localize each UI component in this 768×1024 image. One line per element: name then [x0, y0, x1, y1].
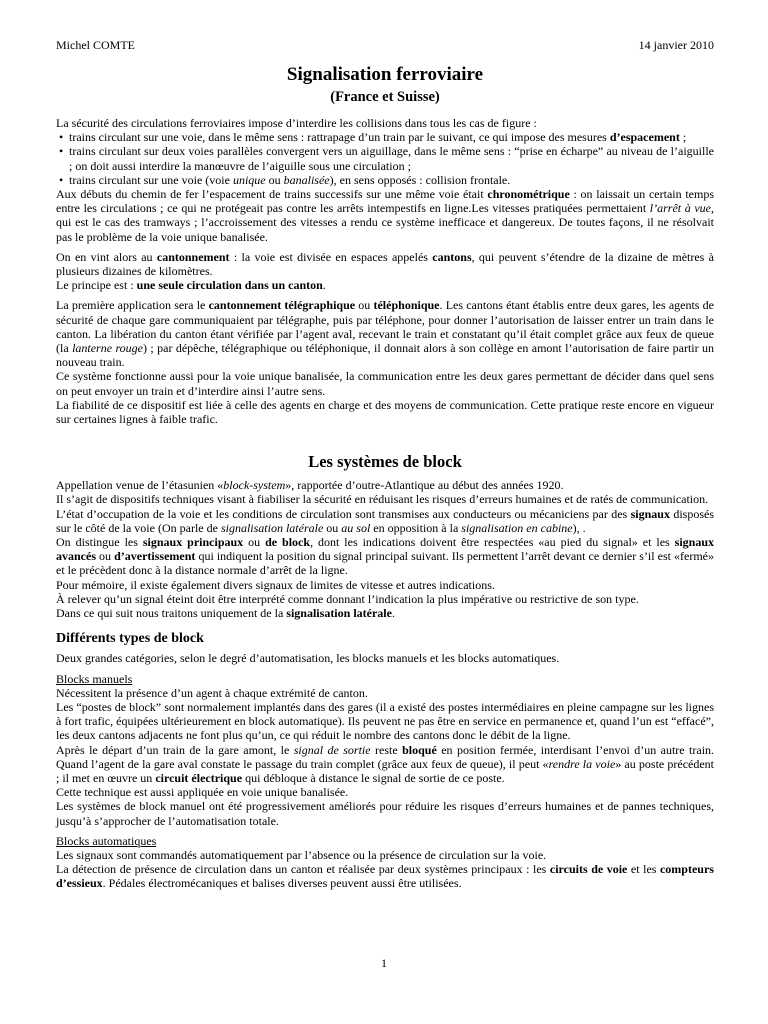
page-number: 1: [381, 956, 387, 970]
paragraph-reliability: La fiabilité de ce dispositif est liée à celle des agents en charge et des moyens de communication. Cette pratique reste encore en vigueur sur certaines lignes à faible trafic.: [56, 397, 714, 427]
document-date: 14 janvier 2010: [638, 38, 714, 52]
document-subtitle: (France et Suisse): [330, 89, 440, 105]
paragraph-unlit-signal: À relever qu’un signal éteint doit être interprété comme donnant l’indication la plus impérative ou restrictive de son type.: [56, 591, 639, 606]
paragraph-principle: Le principe est : une seule circulation dans un canton.: [56, 278, 326, 293]
author-name: Michel COMTE: [56, 38, 135, 52]
paragraph-manual-1: Nécessitent la présence d’un agent à chaque extrémité de canton.: [56, 685, 368, 700]
bullet-icon: •: [59, 130, 64, 145]
heading-manual-blocks: Blocks manuels: [56, 671, 133, 686]
list-item: • trains circulant sur une voie, dans le même sens : rattrapage d’un train par le suivant, ce qui impose des mesures d’espacement ;: [59, 130, 687, 145]
list-item: • trains circulant sur une voie (voie unique ou banalisée), en sens opposés : collision frontale.: [59, 172, 511, 187]
document-title: Signalisation ferroviaire: [286, 64, 484, 85]
paragraph-signals: L’état d’occupation de la voie et les conditions de circulation sont transmises aux conducteurs ou mécaniciens par des signaux disposés sur le côté de la voie (On parle de signalisation latérale ou au sol en opposition à la signalisation en cabine), .: [56, 506, 714, 535]
heading-automatic-blocks: Blocks automatiques: [56, 833, 157, 848]
paragraph-lateral: Dans ce qui suit nous traitons uniquement de la signalisation latérale.: [56, 606, 395, 621]
bullet-icon: •: [59, 144, 64, 159]
bullet-icon: •: [59, 172, 64, 187]
paragraph-chronometric: Aux débuts du chemin de fer l’espacement de trains successifs sur une même voie était chronométrique : on laissait un certain temps entre les circulations ; ce qui ne protégeait pas contre les arrêts intempestifs en ligne.Les vitesses pratiquées permettaient l’arrêt à vue, qui est le cas des tramways ; l’accroissement des vitesses a rendu ce système inefficace et dangereux. De toutes façons, il ne résolvait pas le problème de la voie unique banalisée.: [56, 187, 715, 244]
paragraph-devices: Il s’agit de dispositifs techniques visant à fiabiliser la sécurité en réduisant les risques d’erreurs humaines et de ratés de communication.: [56, 492, 709, 507]
paragraph-manual-3: Après le départ d’un train de la gare amont, le signal de sortie reste bloqué en position fermée, interdisant l’envoi d’un autre train. Quand l’agent de la gare aval constate le passage du train complet (grâce aux feux de queue), il peut «rendre la voie» au poste précédent ; il met en œuvre un circuit électrique qui débloque à distance le signal de sortie de ce poste.: [56, 742, 715, 785]
paragraph-telegraph: La première application sera le cantonnement télégraphique ou téléphonique. Les cantons étant établis entre deux gares, les agents de sécurité de chaque gare communiquaient par télégraphe, puis par téléphone, pour donner l’autorisation de laisser entrer un train dans le canton. La libération du canton étant vérifiée par l’agent aval, recevant le train et constatant qu’il était complet grâce aux feux de queue (la lanterne rouge) ; par dépêche, télégraphique ou téléphonique, il donnait alors à son collège en amont l’autorisation de faire partir un nouveau train.: [56, 298, 715, 370]
subsection-title-block-types: Différents types de block: [56, 631, 204, 647]
paragraph-memo: Pour mémoire, il existe également divers signaux de limites de vitesse et autres indications.: [56, 577, 495, 592]
paragraph-categories: Deux grandes catégories, selon le degré d’automatisation, les blocks manuels et les blocks automatiques.: [56, 651, 560, 666]
paragraph-signal-types: On distingue les signaux principaux ou de block, dont les indications doivent être respectées «au pied du signal» et les signaux avancés ou d’avertissement qui indiquent la position du signal principal suivant. Ils permettent l’arrêt devant ce dernier s’il est «fermé» et le précèdent donc à la distance normale d’arrêt de la ligne.: [56, 535, 715, 578]
paragraph-manual-2: Les “postes de block” sont normalement implantés dans des gares (il a existé des postes intermédiaires en pleine campagne sur les lignes à fort trafic, équipées ultérieurement en block automatique). Ils peuvent ne pas être en service en permanence et, quand l’un est “effacé”, les deux cantons adjacents ne font plus qu’un, ce qui réduit le nombre des cantons donc le débit de la ligne.: [56, 699, 714, 743]
paragraph-auto-2: La détection de présence de circulation dans un canton et réalisée par deux systèmes principaux : les circuits de voie et les compteurs d’essieux. Pédales électromécaniques et balises diverses peuvent aussi être utilisées.: [56, 862, 714, 891]
section-title-block-systems: Les systèmes de block: [308, 452, 462, 472]
paragraph-auto-1: Les signaux sont commandés automatiquement par l’absence ou la présence de circulation sur la voie.: [56, 847, 547, 862]
list-item: • trains circulant sur deux voies parallèles convergent vers un aiguillage, dans le même sens : “prise en écharpe” au niveau de l’aiguille ; on doit aussi interdire la manœuvre de l’aiguille sous une circulation ;: [59, 144, 714, 173]
paragraph-single-track: Ce système fonctionne aussi pour la voie unique banalisée, la communication entre les deux gares permettant de décider dans quel sens on peut envoyer un train et d’interdire ainsi l’autre sens.: [56, 369, 714, 398]
paragraph-manual-5: Les systèmes de block manuel ont été progressivement améliorés pour réduire les risques d’erreurs humaines et de pannes techniques, jusqu’à s’approcher de l’automatisation totale.: [56, 799, 714, 828]
paragraph-cantonnement: On en vint alors au cantonnement : la voie est divisée en espaces appelés cantons, qui peuvent s’étendre de la dizaine de mètres à plusieurs dizaines de kilomètres.: [56, 249, 714, 279]
page-header: [56, 38, 714, 52]
paragraph-manual-4: Cette technique est aussi appliquée en voie unique banalisée.: [56, 785, 349, 800]
paragraph-appellation: Appellation venue de l’étasunien «block-system», rapportée d’outre-Atlantique au début des années 1920.: [56, 478, 564, 493]
intro-lead: La sécurité des circulations ferroviaires impose d’interdire les collisions dans tous les cas de figure :: [56, 116, 537, 130]
collision-list: [56, 130, 714, 187]
